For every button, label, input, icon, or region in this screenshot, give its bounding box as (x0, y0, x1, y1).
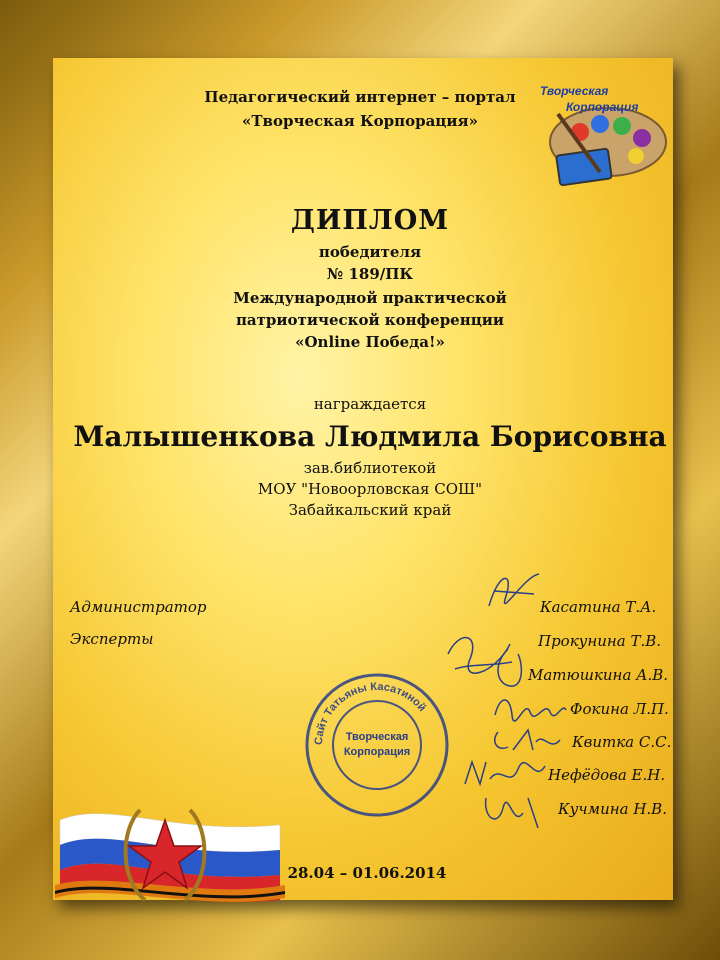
flag-star-emblem-icon (50, 790, 290, 920)
signature-3 (488, 644, 528, 692)
awardee-name: Малышенкова Людмила Борисовна (73, 420, 667, 453)
portal-header (190, 85, 530, 133)
signatory-5: Квитка С.С. (572, 733, 672, 751)
diploma-number: № 189/ПК (326, 265, 414, 283)
diploma-title: ДИПЛОМ (290, 205, 450, 236)
awarded-label: награждается (313, 395, 427, 413)
role-administrator: Администратор (70, 598, 207, 616)
stamp-center-line1: Творческая (345, 731, 409, 743)
awardee-position: зав.библиотекой (303, 459, 437, 477)
signature-7 (478, 788, 548, 838)
event-line2: патриотической конференции (235, 311, 505, 329)
role-experts: Эксперты (70, 630, 154, 648)
signatory-3: Матюшкина А.В. (528, 666, 669, 684)
signatory-4: Фокина Л.П. (570, 700, 669, 718)
awardee-school: МОУ "Новоорловская СОШ" (257, 480, 483, 498)
stamp-ring-text: Сайт Татьяны Касатиной (312, 680, 429, 746)
signatory-2: Прокунина Т.В. (538, 632, 662, 650)
event-line3: «Online Победа!» (295, 333, 445, 351)
awardee-info (160, 458, 580, 521)
portal-line1: Педагогический интернет – портал (204, 88, 516, 106)
stamp-seal (302, 670, 452, 820)
diploma-winner: победителя (318, 243, 422, 261)
signature-4 (490, 690, 570, 724)
logo-text-line1: Творческая (540, 84, 609, 98)
signatory-7: Кучмина Н.В. (558, 800, 667, 818)
portal-line2: «Творческая Корпорация» (242, 112, 478, 130)
signatory-6: Нефёдова Е.Н. (548, 766, 666, 784)
palette-icon (538, 82, 668, 194)
event-line1: Международной практической (233, 289, 507, 307)
event-dates: 28.04 – 01.06.2014 (287, 864, 447, 882)
logo-text-line2: Корпорация (566, 100, 639, 114)
signature-1 (484, 566, 544, 618)
signature-5 (488, 722, 564, 758)
signatory-1: Касатина Т.А. (540, 598, 657, 616)
stamp-center-line2: Корпорация (343, 746, 411, 758)
awardee-region: Забайкальский край (288, 501, 452, 519)
